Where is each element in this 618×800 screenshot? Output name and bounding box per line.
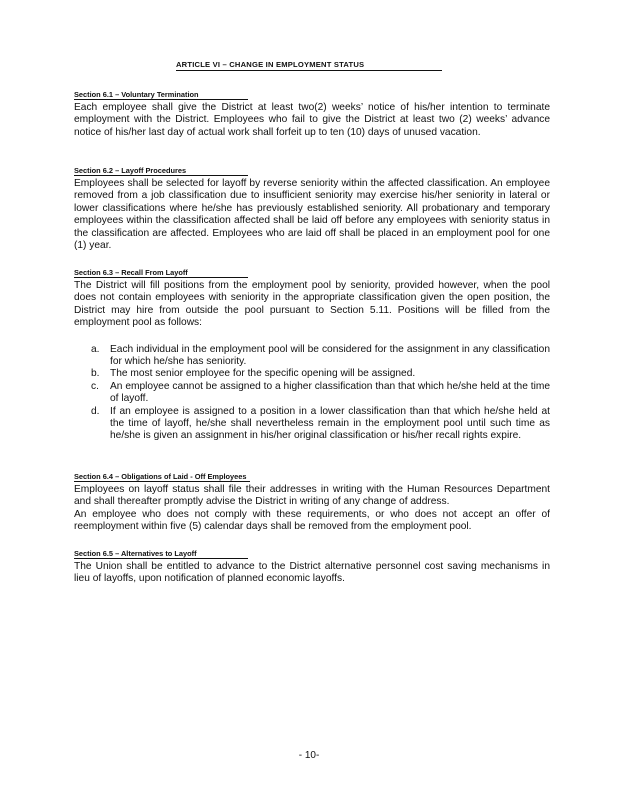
section-paragraph: The Union shall be entitled to advance to the District alternative personnel cost saving mechanisms in lieu of layoffs, upon notification of planned economic layoffs. xyxy=(74,561,550,585)
article-title: ARTICLE VI – CHANGE IN EMPLOYMENT STATUS xyxy=(176,60,442,71)
recall-list xyxy=(74,344,550,443)
list-item-text: An employee cannot be assigned to a higher classification than that which he/she held at the time of layoff. xyxy=(110,380,550,405)
section-heading: Section 6.1 – Voluntary Termination xyxy=(74,90,248,100)
section-paragraph: Each employee shall give the District at least two(2) weeks’ notice of his/her intention to terminate employment with the District. Employees who fail to give the District at least two (2) weeks’ advance notice of his/her last day of actual work shall forfeit up to ten (10) days of unused vacation. xyxy=(74,102,550,138)
section-heading: Section 6.2 – Layoff Procedures xyxy=(74,166,248,176)
section-heading: Section 6.5 – Alternatives to Layoff xyxy=(74,549,248,559)
list-marker: b. xyxy=(91,368,100,380)
section-paragraph: The District will fill positions from the employment pool by seniority, provided however, when the pool does not contain employees with seniority in the appropriate classification given the open position, the District may hire from outside the pool pursuant to Section 5.11. Positions will be filled from the employment pool as follows: xyxy=(74,280,550,329)
section-6-1 xyxy=(74,84,550,139)
section-6-2 xyxy=(74,160,550,252)
list-marker: a. xyxy=(91,343,100,355)
section-paragraph: An employee who does not comply with these requirements, or who does not accept an offer of reemployment within five (5) calendar days shall be removed from the employment pool. xyxy=(74,508,550,533)
page-number: - 10- xyxy=(298,750,320,761)
section-heading: Section 6.3 – Recall From Layoff xyxy=(74,268,248,278)
list-marker: c. xyxy=(91,380,99,392)
list-item xyxy=(74,406,550,443)
list-item-text: Each individual in the employment pool will be considered for the assignment in any classification for which he/she has seniority. xyxy=(110,343,550,368)
list-item-text: The most senior employee for the specific opening will be assigned. xyxy=(110,368,416,380)
list-item xyxy=(74,381,550,406)
section-paragraph: Employees on layoff status shall file their addresses in writing with the Human Resources Department and shall thereafter promptly advise the District in writing of any change of address. xyxy=(74,484,550,508)
list-item xyxy=(74,368,550,380)
list-item xyxy=(74,344,550,369)
section-heading: Section 6.4 – Obligations of Laid - Off Employees xyxy=(74,472,250,482)
section-paragraph: Employees shall be selected for layoff by reverse seniority within the affected classification. An employee removed from a job classification due to insufficient seniority may exercise his/her seniority in lateral or lower classifications where he/she has previously established seniority. All probationary and temporary employees within the classification affected shall be laid off before any employees with seniority status in the classification are affected. Employees who are laid off shall be placed in an employment pool for one (1) year. xyxy=(74,178,550,252)
list-item-text: If an employee is assigned to a position in a lower classification than that which he/she held at the time of layoff, he/she shall nevertheless remain in the employment pool until such time as he/she is given an assignment in his/her original classification or his/her recall rights expire. xyxy=(110,405,550,442)
list-marker: d. xyxy=(91,405,100,417)
section-6-5 xyxy=(74,543,550,586)
section-6-3 xyxy=(74,262,550,443)
section-6-4 xyxy=(74,466,550,534)
